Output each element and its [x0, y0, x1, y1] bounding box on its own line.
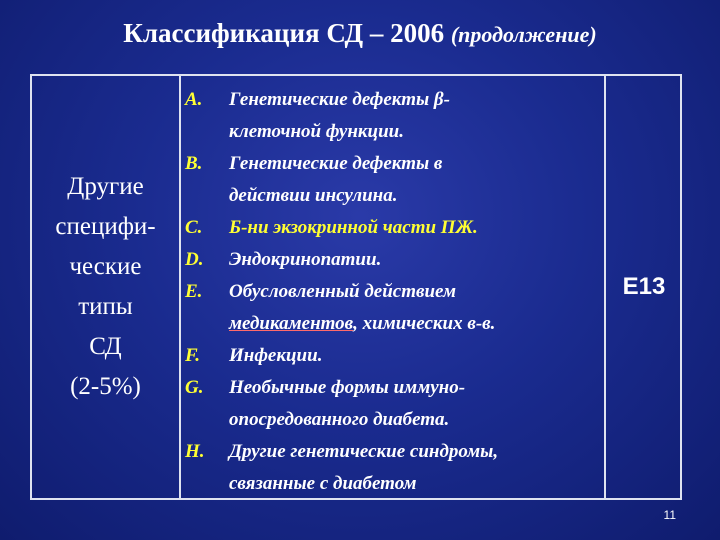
subtypes-list	[182, 84, 602, 500]
item-text: связанные с диабетом	[229, 473, 417, 494]
list-item	[182, 244, 602, 276]
item-text: Генетические дефекты β-	[229, 89, 450, 110]
item-text: Обусловленный действием	[229, 281, 457, 302]
category-line: (2-5%)	[70, 373, 141, 400]
item-letter: G.	[185, 377, 204, 398]
item-text: , химических в-в.	[353, 313, 496, 334]
title-main: Классификация СД – 2006	[123, 18, 445, 48]
category-line: СД	[89, 333, 122, 360]
item-text: Другие генетические синдромы,	[229, 441, 499, 462]
item-letter: A.	[185, 89, 203, 110]
category-cell	[32, 76, 179, 498]
list-item	[182, 276, 602, 340]
classification-table	[30, 74, 682, 500]
item-text-underlined: медикаментов	[229, 313, 354, 334]
category-line: специфи-	[55, 213, 156, 240]
category-line: типы	[78, 293, 133, 320]
icd-code-cell	[606, 76, 682, 498]
item-text: действии инсулина.	[229, 185, 398, 206]
item-text: клеточной функции.	[229, 121, 404, 142]
item-text: Эндокринопатии.	[229, 249, 382, 270]
item-letter: B.	[185, 153, 203, 174]
page-number: 11	[663, 508, 676, 522]
column-divider	[179, 76, 181, 498]
list-item	[182, 436, 602, 500]
item-text: Инфекции.	[229, 345, 323, 366]
icd-code: E13	[622, 273, 666, 300]
item-letter: D.	[185, 249, 204, 270]
item-text: опосредованного диабета.	[229, 409, 450, 430]
list-item	[182, 212, 602, 244]
list-item	[182, 372, 602, 436]
item-letter: C.	[185, 217, 203, 238]
list-item	[182, 84, 602, 148]
slide-title	[0, 18, 720, 49]
item-letter: H.	[185, 441, 205, 462]
item-text: Генетические дефекты в	[229, 153, 443, 174]
item-letter: E.	[185, 281, 203, 302]
item-text: Б-ни экзокринной части ПЖ.	[229, 217, 478, 238]
item-text: Необычные формы иммуно-	[229, 377, 466, 398]
title-subtitle: (продолжение)	[450, 22, 597, 47]
category-line: ческие	[69, 253, 142, 280]
list-item	[182, 148, 602, 212]
item-letter: F.	[185, 345, 200, 366]
category-line: Другие	[67, 173, 144, 200]
list-item	[182, 340, 602, 372]
